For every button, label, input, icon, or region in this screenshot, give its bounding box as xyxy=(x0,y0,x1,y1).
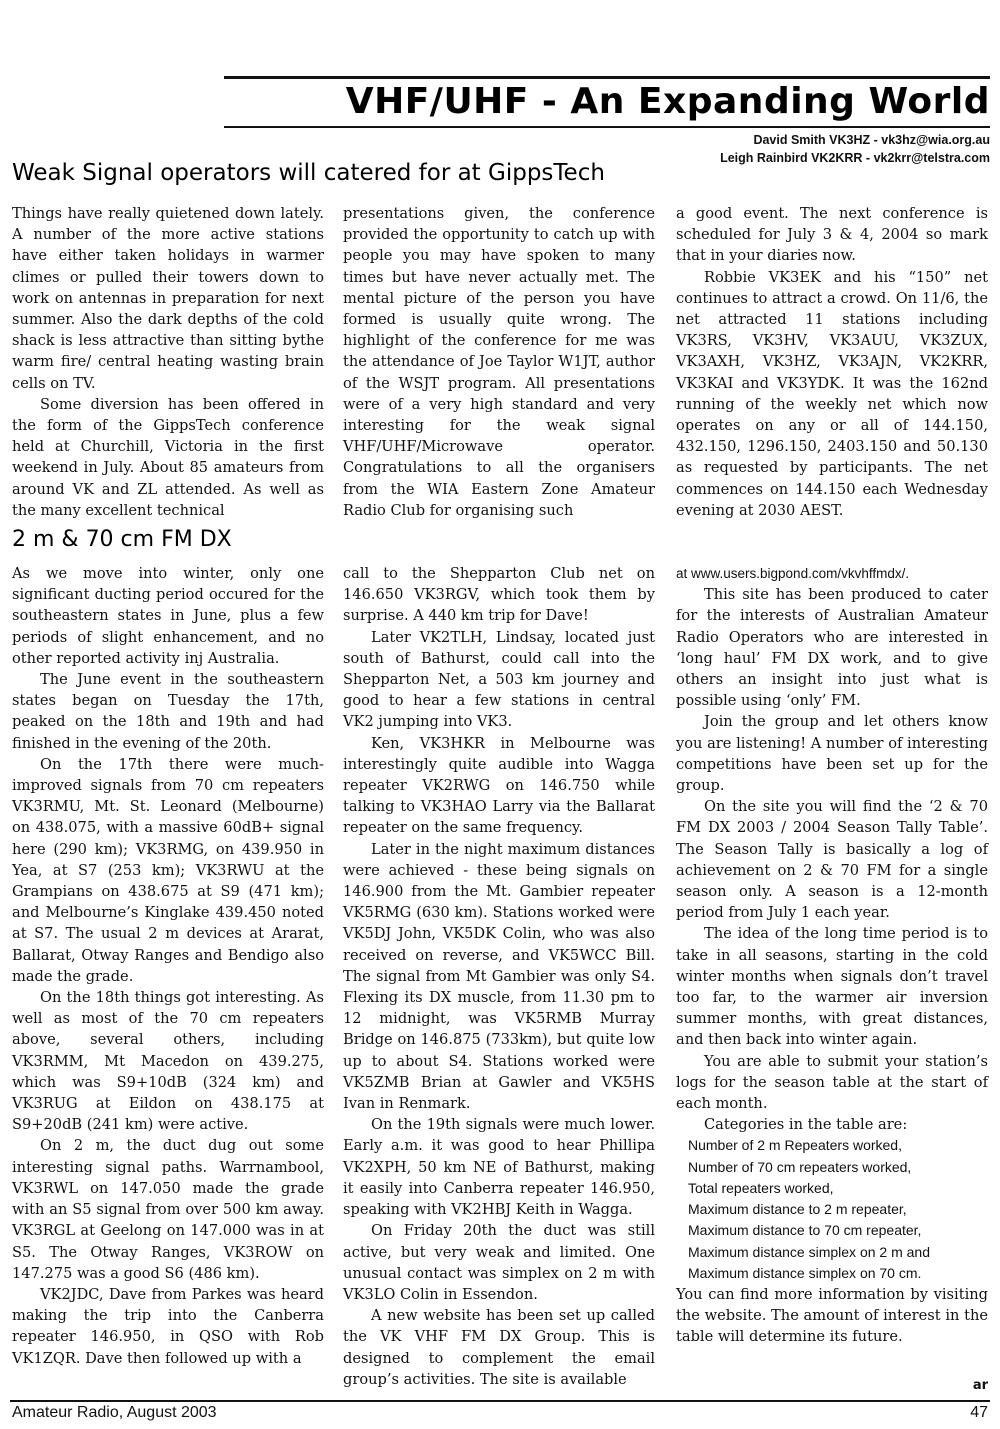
paragraph: Later VK2TLH, Lindsay, located just south of Bathurst, could call into the Shepparton Net, a 503 km journey and good to hear a few stations in central VK2 jumping into VK3. xyxy=(343,628,655,731)
list-item: Maximum distance simplex on 2 m and xyxy=(688,1243,930,1260)
paragraph: Things have really quietened down lately. A number of the more active stations have either taken holidays in warmer climes or pulled their towers down to work on antennas in preparation for next summer. Also the dark depths of the cold shack is less attractive than sitting bythe warm fire/ central heating wasting brain cells on TV. xyxy=(12,205,324,392)
author-1: David Smith VK3HZ - vk3hz@wia.org.au xyxy=(753,133,990,147)
title-rule-bottom xyxy=(224,126,990,128)
title-rule-top xyxy=(224,76,990,79)
website-url: at www.users.bigpond.com/vkvhffmdx/. xyxy=(676,566,910,581)
author-block xyxy=(720,131,990,167)
section-heading-fm-dx: 2 m & 70 cm FM DX xyxy=(12,527,232,552)
paragraph: The June event in the southeastern states began on Tuesday the 17th, peaked on the 18th and 19th and had finished in the evening of the 20th. xyxy=(12,671,324,752)
end-mark: ar xyxy=(972,1378,988,1393)
section1-column-3 xyxy=(676,203,988,521)
section1-column-2 xyxy=(343,203,655,521)
list-item: Maximum distance to 70 cm repeater, xyxy=(688,1222,922,1239)
paragraph: The idea of the long time period is to take in all seasons, starting in the cold winter months when signals don’t travel too far, to the warmer air inversion summer months, with great distances, and then back into winter again. xyxy=(676,925,988,1049)
paragraph: On 2 m, the duct dug out some interesting signal paths. Warrnambool, VK3RWL on 147.050 made the grade with an S5 signal from over 500 km away. VK3RGL at Geelong on 147.000 was in at S5. The Otway Ranges, VK3ROW on 147.275 was a good S6 (486 km). xyxy=(12,1137,324,1282)
section2-column-2 xyxy=(343,563,655,1390)
paragraph: call to the Shepparton Club net on 146.650 VK3RGV, which took them by surprise. A 440 km trip for Dave! xyxy=(343,565,655,625)
section-heading-gippstech: Weak Signal operators will catered for at GippsTech xyxy=(12,160,605,186)
page-title: VHF/UHF - An Expanding World xyxy=(345,81,990,122)
paragraph: As we move into winter, only one significant ducting period occured for the southeastern states in June, plus a few periods of slight enhancement, and no other reported activity inj Australia. xyxy=(12,565,324,667)
paragraph: VK2JDC, Dave from Parkes was heard making the trip into the Canberra repeater 146.950, in QSO with Rob VK1ZQR. Dave then followed up with a xyxy=(12,1285,324,1367)
paragraph: On the 19th signals were much lower. Early a.m. it was good to hear Phillipa VK2XPH, 50 km NE of Bathurst, making it easily into Canberra repeater 146.950, speaking with VK2HBJ Keith in Wagga. xyxy=(343,1116,655,1219)
author-2: Leigh Rainbird VK2KRR - vk2krr@telstra.com xyxy=(720,151,990,165)
section2-column-3 xyxy=(676,563,988,1348)
footer-publication: Amateur Radio, August 2003 xyxy=(12,1404,217,1421)
section2-column-1 xyxy=(12,563,324,1369)
paragraph: Categories in the table are: xyxy=(704,1116,908,1134)
categories-list xyxy=(676,1135,988,1283)
paragraph: Later in the night maximum distances were achieved - these being signals on 146.900 from the Mt. Gambier repeater VK5RMG (630 km). Stations worked were VK5DJ John, VK5DK Colin, who was also received on reverse, and VK5WCC Bill. The signal from Mt Gambier was only S4. Flexing its DX muscle, from 11.30 pm to 12 midnight, was VK5RMB Murray Bridge on 146.875 (733km), but quite low up to about S4. Stations worked were VK5ZMB Brian at Gawler and VK5HS Ivan in Renmark. xyxy=(343,840,655,1113)
paragraph: You are able to submit your station’s logs for the season table at the start of each month. xyxy=(676,1052,988,1113)
list-item: Number of 2 m Repeaters worked, xyxy=(688,1137,902,1154)
list-item: Total repeaters worked, xyxy=(688,1179,834,1196)
paragraph: You can find more information by visiting the website. The amount of interest in the table will determine its future. xyxy=(676,1285,988,1346)
paragraph: Robbie VK3EK and his “150” net continues to attract a crowd. On 11/6, the net attracted 11 stations including VK3RS, VK3HV, VK3AUU, VK3ZUX, VK3AXH, VK3HZ, VK3AJN, VK2KRR, VK3KAI and VK3YDK. It was the 162nd running of the weekly net which now operates on any or all of 144.150, 432.150, 1296.150, 2403.150 and 50.130 as requested by participants. The net commences on 144.150 each Wednesday evening at 2030 AEST. xyxy=(676,268,988,519)
paragraph: On Friday 20th the duct was still active, but very weak and limited. One unusual contact was simplex on 2 m with VK3LO Colin in Essendon. xyxy=(343,1222,655,1303)
paragraph: Ken, VK3HKR in Melbourne was interestingly quite audible into Wagga repeater VK2RWG on 146.750 while talking to VK3HAO Larry via the Ballarat repeater on the same frequency. xyxy=(343,734,655,837)
paragraph: a good event. The next conference is scheduled for July 3 & 4, 2004 so mark that in your diaries now. xyxy=(676,205,988,265)
paragraph: This site has been produced to cater for the interests of Australian Amateur Radio Operators who are interested in ‘long haul’ FM DX work, and to give others an insight into just what is possible using ‘only’ FM. xyxy=(676,586,988,710)
list-item: Number of 70 cm repeaters worked, xyxy=(688,1158,912,1175)
paragraph: On the 17th there were much-improved signals from 70 cm repeaters VK3RMU, Mt. St. Leonard (Melbourne) on 438.075, with a massive 60dB+ signal here (290 km); VK3RMG, on 439.950 in Yea, at S7 (253 km); VK3RWU at the Grampians on 438.675 at S9 (471 km); and Melbourne’s Kinglake 439.450 noted at S7. The usual 2 m devices at Ararat, Ballarat, Otway Ranges and Bendigo also made the grade. xyxy=(12,755,324,985)
paragraph: Some diversion has been offered in the form of the GippsTech conference held at Churchill, Victoria in the first weekend in July. About 85 amateurs from around VK and ZL attended. As well as the many excellent technical xyxy=(12,395,324,519)
paragraph: presentations given, the conference provided the opportunity to catch up with people you may have spoken to many times but have never actually met. The mental picture of the person you have formed is usually quite wrong. The highlight of the conference for me was the attendance of Joe Taylor W1JT, author of the WSJT program. All presentations were of a very high standard and very interesting for the weak signal VHF/UHF/Microwave operator. Congratulations to all the organisers from the WIA Eastern Zone Amateur Radio Club for organising such xyxy=(343,205,655,519)
list-item: Maximum distance to 2 m repeater, xyxy=(688,1201,907,1218)
paragraph: Join the group and let others know you are listening! A number of interesting competitions have been set up for the group. xyxy=(676,713,988,795)
footer-page-number: 47 xyxy=(970,1404,988,1421)
paragraph: On the 18th things got interesting. As well as most of the 70 cm repeaters above, several others, including VK3RMM, Mt Macedon on 439.275, which was S9+10dB (324 km) and VK3RUG at Eildon on 438.175 at S9+20dB (241 km) were active. xyxy=(12,989,324,1134)
list-item: Maximum distance simplex on 70 cm. xyxy=(688,1264,922,1281)
footer-rule xyxy=(10,1400,990,1402)
section1-column-1 xyxy=(12,203,324,521)
paragraph: A new website has been set up called the VK VHF FM DX Group. This is designed to complement the email group’s activities. The site is available xyxy=(343,1307,655,1388)
paragraph: On the site you will find the ‘2 & 70 FM DX 2003 / 2004 Season Tally Table’. The Season Tally is basically a log of achievement on 2 & 70 FM for a single season only. A season is a 12-month period from July 1 each year. xyxy=(676,798,988,922)
